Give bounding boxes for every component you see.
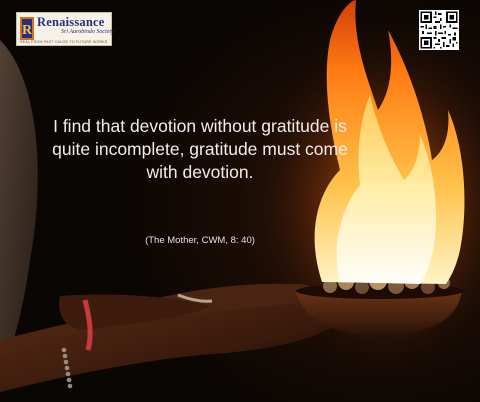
quote-citation: (The Mother, CWM, 8: 40): [145, 235, 255, 246]
brand-logo: [16, 12, 112, 46]
brand-subtitle: Sri Aurobindo Society: [61, 29, 114, 35]
quote-text: I find that devotion without gratitude is quite incomplete, gratitude must come with devotion.: [52, 116, 348, 182]
qr-code-icon[interactable]: [419, 10, 459, 50]
sari-drape: [0, 40, 38, 380]
brand-name: Renaissance: [37, 15, 105, 29]
svg-text:R: R: [21, 23, 33, 38]
logo-emblem-icon: [20, 17, 34, 40]
brand-tagline: REAL FROM PAST CAUSE TO FUTURE WORKS: [20, 40, 108, 44]
